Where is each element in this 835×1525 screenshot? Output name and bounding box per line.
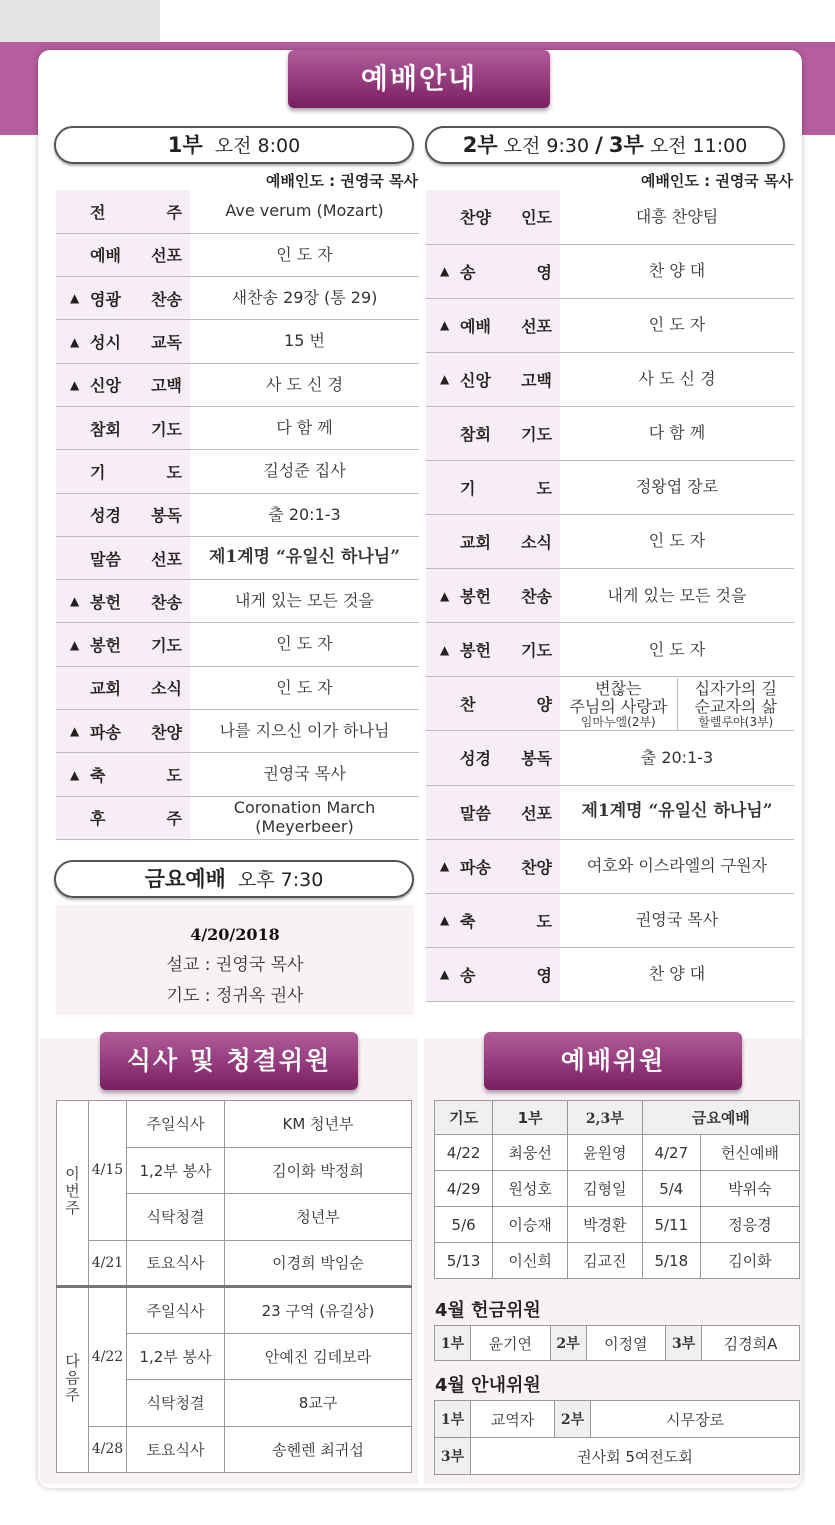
worship-cell: 윤원영 bbox=[567, 1135, 642, 1171]
worship-cell: 4/29 bbox=[435, 1171, 493, 1207]
service-3-time: 오전 11:00 bbox=[649, 135, 748, 157]
stand-mark: ▲ bbox=[440, 588, 450, 603]
order-value: 인 도 자 bbox=[190, 623, 419, 666]
worship-row bbox=[435, 1135, 800, 1171]
meal-row bbox=[57, 1240, 412, 1287]
stand-mark: ▲ bbox=[70, 637, 80, 652]
order-label bbox=[56, 493, 190, 536]
choir-2: 변찮는 주님의 사랑과 임마누엘(2부) bbox=[569, 678, 668, 730]
order-value: 정왕엽 장로 bbox=[560, 460, 794, 514]
order-value: 찬 양 대 bbox=[560, 244, 794, 298]
offering-n2: 이정열 bbox=[586, 1326, 666, 1361]
item-label: 성경 봉독 bbox=[460, 749, 552, 769]
item-label: 봉헌 찬송 bbox=[460, 587, 552, 607]
service-1-header bbox=[54, 126, 414, 164]
item-label: 파송 찬양 bbox=[90, 722, 182, 742]
choir-3: 십자가의 길 순교자의 삶 할렐루야(3부) bbox=[677, 678, 795, 731]
order-value: 대흥 찬양팀 bbox=[560, 190, 794, 244]
worship-cell: 이신희 bbox=[493, 1243, 568, 1279]
order-label bbox=[426, 352, 560, 406]
order-row bbox=[56, 406, 419, 449]
worship-row bbox=[435, 1207, 800, 1243]
order-row bbox=[56, 666, 419, 709]
item-label: 기 도 bbox=[460, 479, 552, 499]
order-row bbox=[56, 796, 419, 839]
stand-mark: ▲ bbox=[70, 767, 80, 782]
meal-date: 4/21 bbox=[89, 1240, 127, 1287]
order-label bbox=[56, 233, 190, 276]
order-value: 출 20:1-3 bbox=[190, 493, 419, 536]
worship-head: 1부 bbox=[493, 1101, 568, 1135]
order-value: 사 도 신 경 bbox=[190, 363, 419, 406]
order-value: 출 20:1-3 bbox=[560, 731, 794, 785]
meal-assignee: 8교구 bbox=[225, 1380, 412, 1427]
stand-mark: ▲ bbox=[440, 913, 450, 928]
order-row bbox=[56, 450, 419, 493]
meal-week-label: 다음주 bbox=[57, 1287, 89, 1473]
offering-n1: 윤기연 bbox=[471, 1326, 551, 1361]
service-2-part: 2부 bbox=[462, 133, 498, 157]
order-value: 권영국 목사 bbox=[190, 753, 419, 796]
order-value: 찬 양 대 bbox=[560, 947, 794, 1001]
order-value: 새찬송 29장 (통 29) bbox=[190, 277, 419, 320]
order-label bbox=[426, 731, 560, 785]
order-value: 인 도 자 bbox=[560, 515, 794, 569]
order-row bbox=[56, 493, 419, 536]
worship-cell: 4/22 bbox=[435, 1135, 493, 1171]
offering-table bbox=[434, 1325, 800, 1361]
order-value: 나를 지으신 이가 하나님 bbox=[190, 710, 419, 753]
worship-row bbox=[435, 1171, 800, 1207]
order-value: 권영국 목사 bbox=[560, 893, 794, 947]
worship-cell: 김형일 bbox=[567, 1171, 642, 1207]
order-label bbox=[56, 363, 190, 406]
worship-cell: 박위숙 bbox=[700, 1171, 799, 1207]
item-label: 파송 찬양 bbox=[460, 857, 552, 877]
worship-title: 예배위원 bbox=[484, 1032, 742, 1090]
offering-p3: 3부 bbox=[666, 1326, 702, 1361]
order-label bbox=[56, 666, 190, 709]
order-label bbox=[426, 947, 560, 1001]
item-label: 송 영 bbox=[460, 965, 552, 985]
friday-panel bbox=[56, 905, 414, 1015]
order-label bbox=[56, 450, 190, 493]
order-row bbox=[56, 536, 419, 579]
usher-n3: 권사회 5여전도회 bbox=[471, 1438, 800, 1475]
service-3-part: 3부 bbox=[608, 133, 644, 157]
order-row bbox=[426, 190, 794, 244]
stand-mark: ▲ bbox=[440, 318, 450, 333]
order-label bbox=[426, 623, 560, 677]
worship-cell: 5/6 bbox=[435, 1207, 493, 1243]
corner-bg bbox=[0, 0, 160, 42]
worship-head: 기도 bbox=[435, 1101, 493, 1135]
stand-mark: ▲ bbox=[440, 372, 450, 387]
order-row bbox=[56, 363, 419, 406]
worship-cell: 5/11 bbox=[642, 1207, 700, 1243]
worship-head: 금요예배 bbox=[642, 1101, 799, 1135]
order-value: 15 번 bbox=[190, 320, 419, 363]
meal-assignee: 김이화 박정희 bbox=[225, 1147, 412, 1194]
page-title: 예배안내 bbox=[288, 50, 550, 108]
worship-row bbox=[435, 1243, 800, 1279]
order-value: 다 함 께 bbox=[560, 406, 794, 460]
order-label bbox=[426, 839, 560, 893]
order-row bbox=[56, 710, 419, 753]
stand-mark: ▲ bbox=[70, 377, 80, 392]
service-2-time: 오전 9:30 bbox=[503, 135, 590, 157]
usher-n1: 교역자 bbox=[471, 1401, 555, 1438]
item-label: 신앙 고백 bbox=[460, 370, 552, 390]
order-row bbox=[426, 785, 794, 839]
order-value: Ave verum (Mozart) bbox=[190, 190, 419, 233]
item-label: 참회 기도 bbox=[460, 424, 552, 444]
order-label bbox=[426, 190, 560, 244]
offering-p2: 2부 bbox=[550, 1326, 586, 1361]
order-label bbox=[56, 710, 190, 753]
meal-role: 1,2부 봉사 bbox=[127, 1147, 225, 1194]
friday-prayer: 기도 : 정귀옥 권사 bbox=[166, 986, 304, 1006]
order-label bbox=[426, 298, 560, 352]
item-label: 교회 소식 bbox=[460, 533, 552, 553]
order-row bbox=[426, 406, 794, 460]
meal-date: 4/15 bbox=[89, 1101, 127, 1241]
item-label: 축 도 bbox=[460, 911, 552, 931]
item-label: 말씀 선포 bbox=[460, 803, 552, 823]
meal-assignee: 23 구역 (유길상) bbox=[225, 1287, 412, 1334]
friday-title: 금요예배 bbox=[144, 867, 226, 891]
order-row bbox=[426, 893, 794, 947]
order-value: 제1계명 “유일신 하나님” bbox=[560, 785, 794, 839]
item-label: 참회 기도 bbox=[90, 419, 182, 439]
meal-date: 4/22 bbox=[89, 1287, 127, 1427]
order-value: 내게 있는 모든 것을 bbox=[190, 580, 419, 623]
order-label bbox=[56, 580, 190, 623]
stand-mark: ▲ bbox=[70, 724, 80, 739]
order-value: 여호와 이스라엘의 구원자 bbox=[560, 839, 794, 893]
worship-cell: 박경환 bbox=[567, 1207, 642, 1243]
order-label bbox=[426, 460, 560, 514]
order-row bbox=[426, 947, 794, 1001]
order-label bbox=[426, 515, 560, 569]
item-label: 영광 찬송 bbox=[90, 289, 182, 309]
meal-role: 토요식사 bbox=[127, 1240, 225, 1287]
order-value: 내게 있는 모든 것을 bbox=[560, 569, 794, 623]
offering-title: 4월 헌금위원 bbox=[435, 1300, 541, 1321]
order-value: 길성준 집사 bbox=[190, 450, 419, 493]
offering-n3: 김경희A bbox=[702, 1326, 800, 1361]
order-value: 인 도 자 bbox=[190, 666, 419, 709]
meal-role: 주일식사 bbox=[127, 1287, 225, 1334]
order-row bbox=[426, 244, 794, 298]
worship-cell: 김교진 bbox=[567, 1243, 642, 1279]
item-label: 찬 양 bbox=[460, 695, 552, 715]
meal-row bbox=[57, 1101, 412, 1148]
order-row bbox=[56, 320, 419, 363]
item-label: 봉헌 기도 bbox=[90, 636, 182, 656]
order-value: Coronation March (Meyerbeer) bbox=[190, 796, 419, 839]
meal-assignee: KM 청년부 bbox=[225, 1101, 412, 1148]
worship-cell: 이승재 bbox=[493, 1207, 568, 1243]
service-1-time: 오전 8:00 bbox=[214, 135, 301, 157]
usher-p1: 1부 bbox=[435, 1401, 471, 1438]
order-row bbox=[426, 731, 794, 785]
stand-mark: ▲ bbox=[440, 967, 450, 982]
item-label: 말씀 선포 bbox=[90, 549, 182, 569]
usher-p3: 3부 bbox=[435, 1438, 471, 1475]
service-2-header bbox=[425, 126, 785, 164]
service-sep: / bbox=[595, 133, 603, 157]
meal-date: 4/28 bbox=[89, 1426, 127, 1473]
order-label bbox=[56, 406, 190, 449]
order-row bbox=[56, 190, 419, 233]
service-1-leader: 예배인도 : 권영국 목사 bbox=[265, 172, 418, 190]
usher-table bbox=[434, 1400, 800, 1475]
worship-table bbox=[434, 1100, 800, 1279]
service-1-part: 1부 bbox=[167, 133, 203, 157]
stand-mark: ▲ bbox=[440, 264, 450, 279]
order-row bbox=[426, 352, 794, 406]
meal-role: 토요식사 bbox=[127, 1426, 225, 1473]
order-label bbox=[426, 677, 560, 731]
order-row bbox=[426, 839, 794, 893]
meal-row bbox=[57, 1426, 412, 1473]
worship-cell: 원성호 bbox=[493, 1171, 568, 1207]
order-row bbox=[426, 677, 794, 731]
worship-cell: 정응경 bbox=[700, 1207, 799, 1243]
friday-sermon: 설교 : 권영국 목사 bbox=[166, 955, 304, 975]
order-label bbox=[56, 190, 190, 233]
item-label: 봉헌 기도 bbox=[460, 641, 552, 661]
usher-p2: 2부 bbox=[555, 1401, 591, 1438]
order-row bbox=[426, 298, 794, 352]
worship-head: 2,3부 bbox=[567, 1101, 642, 1135]
order-label bbox=[56, 623, 190, 666]
stand-mark: ▲ bbox=[440, 642, 450, 657]
meal-assignee: 청년부 bbox=[225, 1194, 412, 1241]
order-label bbox=[426, 244, 560, 298]
offering-p1: 1부 bbox=[435, 1326, 471, 1361]
friday-date: 4/20/2018 bbox=[190, 925, 280, 944]
item-label: 예배 선포 bbox=[460, 316, 552, 336]
order-label bbox=[56, 320, 190, 363]
order-label bbox=[56, 796, 190, 839]
meal-assignee: 송헨렌 최귀섭 bbox=[225, 1426, 412, 1473]
order-row bbox=[426, 623, 794, 677]
item-label: 성시 교독 bbox=[90, 333, 182, 353]
order-row bbox=[426, 515, 794, 569]
order-label bbox=[426, 569, 560, 623]
worship-cell: 5/4 bbox=[642, 1171, 700, 1207]
item-label: 후 주 bbox=[90, 809, 182, 829]
order-row bbox=[426, 460, 794, 514]
stand-mark: ▲ bbox=[70, 594, 80, 609]
service-2-order bbox=[426, 190, 794, 1002]
item-label: 신앙 고백 bbox=[90, 376, 182, 396]
order-value: 인 도 자 bbox=[560, 298, 794, 352]
worship-cell: 헌신예배 bbox=[700, 1135, 799, 1171]
order-row bbox=[56, 580, 419, 623]
order-label bbox=[426, 406, 560, 460]
worship-cell: 최웅선 bbox=[493, 1135, 568, 1171]
order-row bbox=[56, 623, 419, 666]
order-label bbox=[56, 536, 190, 579]
order-value: 다 함 께 bbox=[190, 406, 419, 449]
worship-cell: 5/13 bbox=[435, 1243, 493, 1279]
worship-cell: 4/27 bbox=[642, 1135, 700, 1171]
item-label: 기 도 bbox=[90, 462, 182, 482]
order-row bbox=[426, 569, 794, 623]
meal-title: 식사 및 청결위원 bbox=[100, 1032, 358, 1090]
worship-cell: 5/18 bbox=[642, 1243, 700, 1279]
item-label: 봉헌 찬송 bbox=[90, 592, 182, 612]
meal-role: 식탁청결 bbox=[127, 1380, 225, 1427]
order-value: 제1계명 “유일신 하나님” bbox=[190, 536, 419, 579]
item-label: 찬양 인도 bbox=[460, 208, 552, 228]
friday-header bbox=[54, 860, 414, 898]
friday-time: 오후 7:30 bbox=[237, 869, 324, 891]
usher-title: 4월 안내위원 bbox=[435, 1375, 541, 1396]
stand-mark: ▲ bbox=[70, 334, 80, 349]
order-value: 인 도 자 bbox=[560, 623, 794, 677]
meal-table bbox=[56, 1100, 412, 1473]
stand-mark: ▲ bbox=[70, 291, 80, 306]
meal-assignee: 안예진 김데보라 bbox=[225, 1333, 412, 1380]
order-value: 사 도 신 경 bbox=[560, 352, 794, 406]
item-label: 전 주 bbox=[90, 202, 182, 222]
item-label: 송 영 bbox=[460, 262, 552, 282]
order-row bbox=[56, 753, 419, 796]
meal-week-label: 이번주 bbox=[57, 1101, 89, 1287]
meal-role: 주일식사 bbox=[127, 1101, 225, 1148]
item-label: 예배 선포 bbox=[90, 246, 182, 266]
item-label: 성경 봉독 bbox=[90, 506, 182, 526]
worship-cell: 김이화 bbox=[700, 1243, 799, 1279]
order-label bbox=[56, 277, 190, 320]
service-2-leader: 예배인도 : 권영국 목사 bbox=[640, 172, 793, 190]
usher-n2: 시무장로 bbox=[591, 1401, 800, 1438]
item-label: 교회 소식 bbox=[90, 679, 182, 699]
meal-role: 식탁청결 bbox=[127, 1194, 225, 1241]
service-1-order bbox=[56, 190, 419, 840]
order-label bbox=[426, 893, 560, 947]
item-label: 축 도 bbox=[90, 766, 182, 785]
order-label bbox=[426, 785, 560, 839]
meal-role: 1,2부 봉사 bbox=[127, 1333, 225, 1380]
meal-assignee: 이경희 박임순 bbox=[225, 1240, 412, 1287]
meal-row bbox=[57, 1287, 412, 1334]
order-row bbox=[56, 233, 419, 276]
order-value bbox=[560, 677, 794, 731]
order-row bbox=[56, 277, 419, 320]
order-value: 인 도 자 bbox=[190, 233, 419, 276]
stand-mark: ▲ bbox=[440, 859, 450, 874]
order-label bbox=[56, 753, 190, 796]
